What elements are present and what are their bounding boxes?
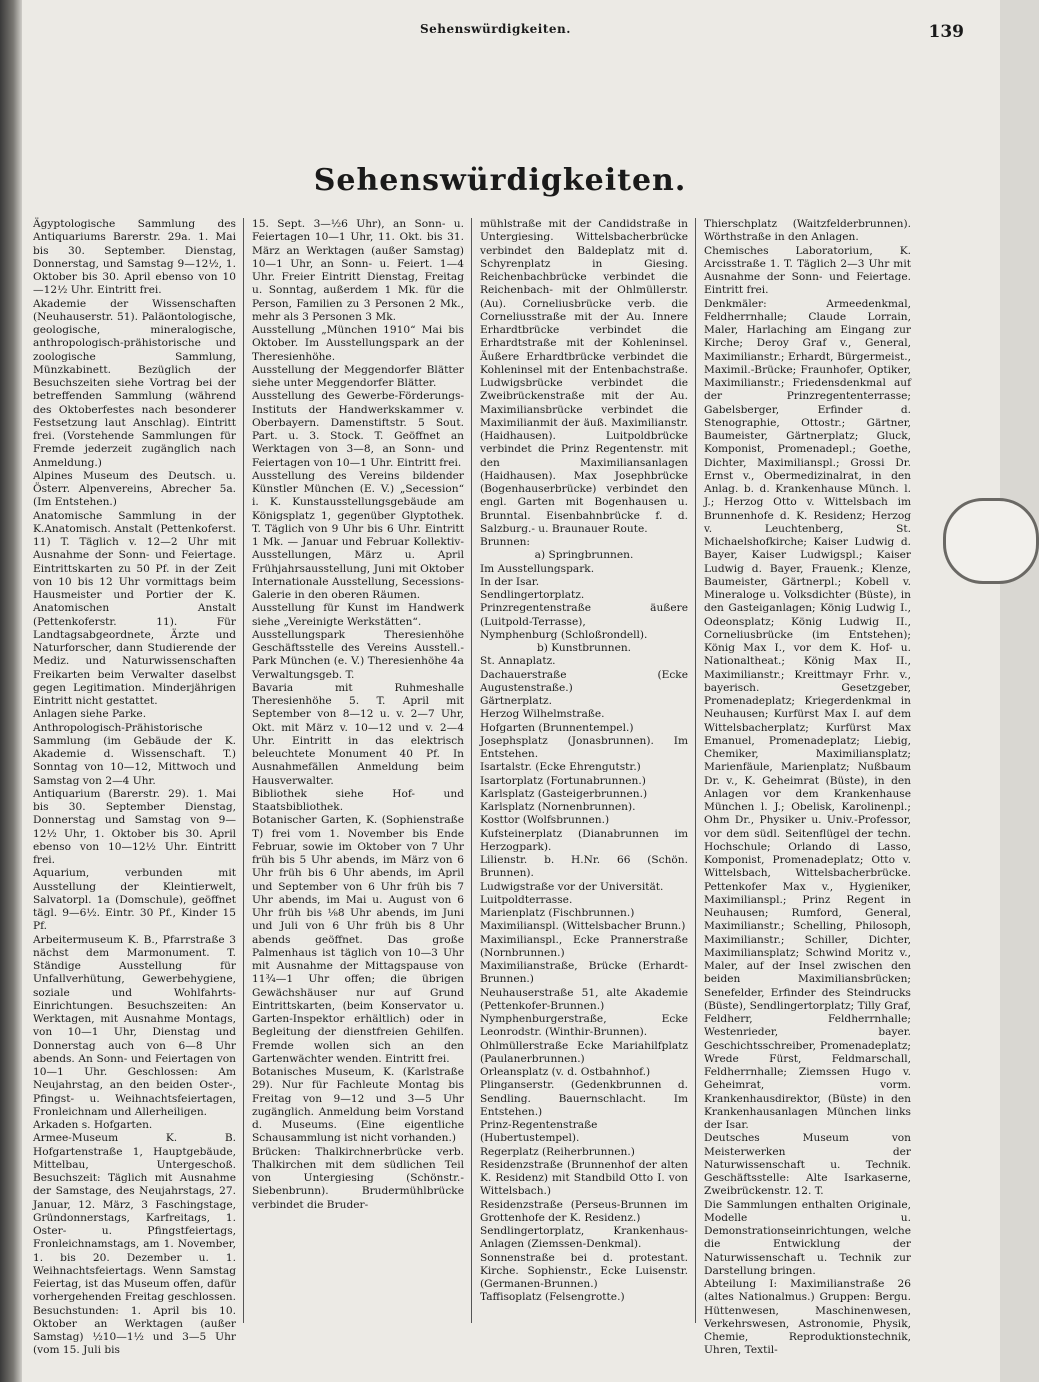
entry: Orleansplatz (v. d. Ostbahnhof.)	[480, 1066, 651, 1078]
entry: Isartorplatz (Fortunabrunnen.)	[480, 774, 646, 787]
entry: Ohlmüllerstraße Ecke Mariahilfplatz (Paulanerbrunnen.)	[480, 1039, 688, 1065]
entry: Brücken: Thalkirchnerbrücke verb. Thalkirchen mit dem südlichen Teil von Untergiesing (Schönstr.-Siebenbrunn). Brudermühlbrücke verbindet die Bruder-	[252, 1145, 464, 1211]
entry: Marienplatz (Fischbrunnen.)	[480, 907, 635, 919]
entry: Ausstellungspark Theresienhöhe Geschäftsstelle des Vereins Ausstell.-Park München (e. V.) Theresienhöhe 4a Verwaltungsgeb. T.	[252, 628, 464, 681]
column-separator	[695, 218, 696, 1323]
entry: St. Annaplatz.	[480, 655, 556, 668]
entry: Nymphenburgerstraße, Ecke Leonrodstr. (Winthir-Brunnen).	[480, 1013, 688, 1039]
entry: Ausstellung des Vereins bildender Künstler München (E. V.) „Secession“ i. K. Kunstausstellungsgebäude am Königsplatz 1, gegenüber Glyptothek. T. Täglich von 9 Uhr bis 6 Uhr. Eintritt 1 Mk. — Januar und Februar Kollektiv-Ausstellungen, März u. April Frühjahrsausstellung, Juni mit Oktober Internationale Ausstellung, Secessions-Galerie in den oberen Räumen.	[252, 469, 464, 601]
entry: b) Kunstbrunnen.	[536, 642, 632, 654]
running-head: Sehenswürdigkeiten.	[420, 22, 571, 36]
entry: Plinganserstr. (Gedenkbrunnen d. Sendling. Bauernschlacht. Im Entstehen.)	[480, 1079, 688, 1118]
entry: Prinzregentenstraße äußere (Luitpold-Terrasse),	[480, 602, 688, 628]
entry: Sendlingertorplatz.	[480, 589, 585, 601]
entry: Bavaria mit Ruhmeshalle Theresienhöhe 5. T. April mit September von 8—12 u. v. 2—7 Uhr, Okt. mit März v. 10—12 und v. 2—4 Uhr. Eintritt in das elektrisch beleuchtete Monument 40 Pf. In Ausnahmefällen Anmeldung beim Hausverwalter.	[252, 681, 464, 787]
entry: Nymphenburg (Schloßrondell).	[480, 628, 648, 641]
page-number: 139	[928, 22, 964, 42]
entry: Residenzstraße (Brunnenhof der alten K. Residenz) mit Standbild Otto I. von Wittelsbach.)	[480, 1158, 688, 1198]
entry: Chemisches Laboratorium, K. Arcisstraße 1. T. Täglich 2—3 Uhr mit Ausnahme der Sonn- und Feiertage. Eintritt frei.	[704, 244, 911, 297]
entry: Ausstellung der Meggendorfer Blätter siehe unter Meggendorfer Blätter.	[252, 363, 464, 389]
column-separator	[471, 218, 472, 1323]
entry: Kufsteinerplatz (Dianabrunnen im Herzogpark).	[480, 827, 688, 853]
entry: Brunnen:	[480, 536, 530, 548]
column-1	[33, 218, 236, 1357]
entry: Akademie der Wissenschaften (Neuhauserstr. 51). Paläontologische, geologische, mineralogische, anthropologisch-prähistorische und zoologische Sammlung, Münzkabinett. Bezüglich der Besuchszeiten siehe Vortrag bei der betreffenden Sammlung (während des Oktoberfestes nach besonderer Festsetzung laut Anschlag). Eintritt frei. (Vorstehende Sammlungen für Fremde jederzeit zugänglich nach Anmeldung.)	[33, 297, 236, 469]
entry: Ludwigstraße vor der Universität.	[480, 880, 664, 893]
entry: Ausstellung „München 1910“ Mai bis Oktober. Im Ausstellungspark an der Theresienhöhe.	[252, 324, 464, 363]
entry: Arbeitermuseum K. B., Pfarrstraße 3 nächst dem Marmonument. T. Ständige Ausstellung für Unfallverhütung, Gewerbehygiene, soziale und Wohlfahrts-Einrichtungen. Besuchszeiten: An Werktagen, mit Ausnahme Montags, von 10—1 Uhr, Dienstag und Donnerstag auch von 6—8 Uhr abends. An Sonn- und Feiertagen von 10—1 Uhr. Geschlossen: Am Neujahrstag, an den beiden Oster-, Pfingst- u. Weihnachtsfeiertagen, Fronleichnam und Allerheiligen.	[33, 933, 236, 1118]
page-title: Sehenswürdigkeiten.	[313, 163, 687, 198]
entry: Aquarium, verbunden mit Ausstellung der Kleintierwelt, Salvatorpl. 1a (Domschule), geöffnet tägl. 9—6½. Eintr. 30 Pf., Kinder 15 Pf.	[33, 867, 236, 933]
entry: Prinz-Regentenstraße (Hubertustempel).	[480, 1119, 598, 1145]
entry: Dachauerstraße (Ecke Augustenstraße.)	[480, 668, 688, 694]
entry: Taffisoplatz (Felsengrotte.)	[480, 1291, 625, 1304]
entry: Denkmäler: Armeedenkmal, Feldherrnhalle; Claude Lorrain, Maler, Harlaching am Eingang zur Kirche; Deroy Graf v., General, Maximilianstr.; Erhardt, Bürgermeist., Maximil.-Brücke; Fraunhofer, Optiker, Maximilianstr.; Friedensdenkmal auf der Prinzregententerrasse; Gabelsberger, Erfinder d. Stenographie, Ottostr.; Gärtner, Baumeister, Gärtnerplatz; Gluck, Komponist, Promenadepl.; Goethe, Dichter, Maximilianspl.; Grossi Dr. Ernst v., Obermedizinalrat, in den Anlag. b. d. Krankenhause Münch. l. J.; Herzog Otto v. Wittelsbach im Brunnenhofe d. K. Residenz; Herzog v. Leuchtenberg, St. Michaelshofkirche; Kaiser Ludwig d. Bayer, Kaiser Ludwigspl.; Kaiser Ludwig d. Bayer, Frauenk.; Klenze, Baumeister, Gärtnerpl.; Kobell v. Mineraloge u. Volksdichter (Büste), in den Gasteiganlagen; König Ludwig I., Odeonsplatz; König Ludwig II., Corneliusbrücke (im Entstehen); König Max I., vor dem K. Hof- u. Nationaltheat.; König Max II., Maximilianstr.; Kreittmayr Frhr. v., bayerisch. Gesetzgeber, Promenadeplatz; Kriegerdenkmal in Neuhausen; Kurfürst Max I. auf dem Wittelsbacherplatz; Kurfürst Max Emanuel, Promenadeplatz; Liebig, Chemiker, Maximiliansplatz; Marienfäule, Marienplatz; Nußbaum Dr. v., K. Geheimrat (Büste), in den Anlagen vor dem Krankenhause München l. J.; Obelisk, Karolinenpl.; Ohm Dr., Physiker u. Univ.-Professor, vor dem südl. Seitenflügel der techn. Hochschule; Orlando di Lasso, Komponist, Promenadeplatz; Otto v. Wittelsbach, Wittelsbacherbrücke. Pettenkofer Max v., Hygieniker, Maximilianspl.; Prinz Regent in Neuhausen; Rumford, General, Maximilianstr.; Schelling, Philosoph, Maximilianstr.; Schiller, Dichter, Maximiliansplatz; Schwind Moritz v., Maler, auf der Insel zwischen den beiden Maximiliansbrücken; Senefelder, Erfinder des Steindrucks (Büste), Sendlingertorplatz; Tilly Graf, Feldherr, Feldherrnhalle; Westenrieder, bayer. Geschichtsschreiber, Promenadeplatz; Wrede Fürst, Feldmarschall, Feldherrnhalle; Ziemssen Hugo v. Geheimrat, vorm. Krankenhausdirektor, (Büste) in den Krankenhausanlagen München links der Isar.	[704, 297, 911, 1131]
entry: Deutsches Museum von Meisterwerken der Naturwissenschaft u. Technik. Geschäftsstelle: Alte Isarkaserne, Zweibrückenstr. 12. T.	[704, 1132, 911, 1198]
entry: Arkaden s. Hofgarten.	[33, 1119, 153, 1131]
entry: Ausstellung für Kunst im Handwerk siehe „Vereinigte Werkstätten“.	[252, 602, 464, 628]
entry: mühlstraße mit der Candidstraße in Untergiesing. Wittelsbacherbrücke verbindet den Baldeplatz mit d. Schyrenplatz in Giesing. Reichenbachbrücke verbindet die Reichenbach- mit der Ohlmüllerstr. (Au). Corneliusbrücke verb. die Corneliusstraße mit der Au. Innere Erhardtbrücke verbindet die Erhardtstraße mit der Kohleninsel. Äußere Erhardtbrücke verbindet die Kohleninsel mit der Entenbachstraße. Ludwigsbrücke verbindet die Zweibrückenstraße mit der Au. Maximiliansbrücke verbindet die Maximilianmit der äuß. Maximilianstr. (Haidhausen). Luitpoldbrücke verbindet die Prinz Regentenstr. mit den Maximiliansanlagen (Haidhausen). Max Josephbrücke (Bogenhauserbrücke) verbindet den engl. Garten mit Bogenhausen u. Brunntal. Eisenbahnbrücke f. d. Salzburg.- u. Braunauer Route.	[480, 218, 688, 535]
entry: Residenzstraße (Perseus-Brunnen im Grottenhofe der K. Residenz.)	[480, 1198, 688, 1224]
entry: Anatomische Sammlung in der K.Anatomisch. Anstalt (Pettenkoferst. 11) T. Täglich v. 12—2 Uhr mit Ausnahme der Sonn- und Feiertage. Eintrittskarten zu 50 Pf. in der Zeit von 10 bis 12 Uhr vormittags beim Hausmeister und Portier der K. Anatomischen Anstalt (Pettenkoferstr. 11). Für Landtagsabgeordnete, Ärzte und Naturforscher, dann Studierende der Mediz. und Naturwissenschaften Freikarten beim Verwalter daselbst gegen Legitimation. Minderjährigen Eintritt nicht gestattet.	[33, 509, 236, 707]
entry: Anlagen siehe Parke.	[33, 708, 147, 721]
entry: Kosttor (Wolfsbrunnen.)	[480, 814, 610, 827]
entry: Thierschplatz (Waitzfelderbrunnen). Wörthstraße in den Anlagen.	[704, 218, 911, 244]
entry: Anthropologisch-Prähistorische Sammlung (im Gebäude der K. Akademie d. Wissenschaft. T.) Sonntag von 10—12, Mittwoch und Samstag von 2—4 Uhr.	[33, 721, 236, 787]
entry: Karlsplatz (Gasteigerbrunnen.)	[480, 787, 648, 800]
entry: Isartalstr. (Ecke Ehrengutstr.)	[480, 761, 641, 774]
book-binding	[0, 0, 22, 1382]
entry: Im Ausstellungspark.	[480, 562, 595, 575]
entry: Hofgarten (Brunnentempel.)	[480, 721, 634, 734]
entry: Ägyptologische Sammlung des Antiquariums Barerstr. 29a. 1. Mai bis 30. September. Dienstag, Donnerstag, und Samstag 9—12½, 1. Oktober bis 30. April ebenso von 10—12½ Uhr. Eintritt frei.	[33, 218, 236, 297]
entry: Sonnenstraße bei d. protestant. Kirche. Sophienstr., Ecke Luisenstr. (Germanen-Brunnen.)	[480, 1251, 688, 1290]
entry: Josephsplatz (Jonasbrunnen). Im Entstehen.	[480, 734, 688, 760]
entry: Gärtnerplatz.	[480, 695, 552, 707]
entry: Bibliothek siehe Hof- und Staatsbibliothek.	[252, 787, 464, 813]
entry: In der Isar.	[480, 575, 540, 588]
page-tab-marker	[943, 498, 1039, 584]
entry: Maximilianspl., Ecke Prannerstraße (Nornbrunnen.)	[480, 933, 688, 959]
entry: Maximilianstraße, Brücke (Erhardt-Brunnen.)	[480, 960, 688, 986]
column-4	[704, 218, 911, 1357]
entry: Abteilung I: Maximilianstraße 26 (altes Nationalmus.) Gruppen: Bergu. Hüttenwesen, Maschinenwesen, Verkehrswesen, Astronomie, Physik, Chemie, Reproduktionstechnik, Uhren, Textil-	[704, 1278, 911, 1357]
column-3	[480, 218, 688, 1328]
entry: Antiquarium (Barerstr. 29). 1. Mai bis 30. September Dienstag, Donnerstag und Samstag von 9—12½ Uhr, 1. Oktober bis 30. April ebenso von 10—12½ Uhr. Eintritt frei.	[33, 787, 236, 866]
column-2	[252, 218, 464, 1328]
entry: Die Sammlungen enthalten Originale, Modelle u. Demonstrationseinrichtungen, welche die Entwicklung der Naturwissenschaft u. Technik zur Darstellung bringen.	[704, 1198, 911, 1277]
column-separator	[243, 218, 244, 1323]
entry: Karlsplatz (Nornenbrunnen).	[480, 801, 636, 813]
entry: Botanischer Garten, K. (Sophienstraße T) frei vom 1. November bis Ende Februar, sowie im Oktober von 7 Uhr früh bis 5 Uhr abends, im März von 6 Uhr früh bis 6 Uhr abends, im April und September von 6 Uhr früh bis 7 Uhr abends, im Mai u. August von 6 Uhr früh bis ⅛8 Uhr abends, im Juni und Juli von 6 Uhr früh bis 8 Uhr abends geöffnet. Das große Palmenhaus ist täglich von 10—3 Uhr mit Ausnahme der Mittagspause von 11¾—1 Uhr offen; die übrigen Gewächshäuser nur auf Grund Eintrittskarten, (beim Konservator u. Garten-Inspektor erhältlich) oder in Begleitung der dienstfreien Gehilfen. Fremde wollen sich an den Gartenwächter wenden. Eintritt frei.	[252, 814, 464, 1065]
entry: Armee-Museum K. B. Hofgartenstraße 1, Hauptgebäude, Mittelbau, Untergeschoß. Besuchszeit: Täglich mit Ausnahme der Samstage, des Neujahrstags, 27. Januar, 12. März, 3 Faschingstage, Gründonnerstags, Karfreitags, 1. Oster- u. Pfingstfeiertags, Fronleichnamstags, am 1. November, 1. bis 20. Dezember u. 1. Weihnachtsfeiertags. Wenn Samstag Feiertag, ist das Museum offen, dafür vorhergehenden Freitag geschlossen. Besuchstunden: 1. April bis 10. Oktober an Werktagen (außer Samstag) ½10—1½ und 3—5 Uhr (vom 15. Juli bis	[33, 1132, 236, 1357]
entry: Botanisches Museum, K. (Karlstraße 29). Nur für Fachleute Montag bis Freitag von 9—12 und 3—5 Uhr zugänglich. Anmeldung beim Vorstand d. Museums. (Eine eigentliche Schausammlung ist nicht vorhanden.)	[252, 1066, 464, 1145]
entry: Alpines Museum des Deutsch. u. Österr. Alpenvereins, Abrecher 5a. (Im Entstehen.)	[33, 469, 236, 509]
entry: Neuhauserstraße 51, alte Akademie (Pettenkofer-Brunnen.)	[480, 986, 688, 1012]
entry: Ausstellung des Gewerbe-Förderungs-Instituts der Handwerkskammer v. Oberbayern. Damenstiftstr. 5 Sout. Part. u. 3. Stock. T. Geöffnet an Werktagen von 3—8, an Sonn- und Feiertagen von 10—1 Uhr. Eintritt frei.	[252, 390, 464, 469]
entry: 15. Sept. 3—½6 Uhr), an Sonn- u. Feiertagen 10—1 Uhr, 11. Okt. bis 31. März an Werktagen (außer Samstag) 10—1 Uhr, an Sonn- u. Feiert. 1—4 Uhr. Freier Eintritt Dienstag, Freitag u. Sonntag, außerdem 1 Mk. für die Person, Familien zu 3 Personen 2 Mk., mehr als 3 Personen 3 Mk.	[252, 218, 464, 323]
entry: Luitpoldterrasse.	[480, 893, 573, 906]
entry: Sendlingertorplatz, Krankenhaus-Anlagen (Ziemssen-Denkmal).	[480, 1225, 688, 1251]
entry: Lilienstr. b. H.Nr. 66 (Schön. Brunnen).	[480, 854, 688, 880]
entry: Maximilianspl. (Wittelsbacher Brunn.)	[480, 920, 686, 933]
entry: a) Springbrunnen.	[534, 549, 634, 562]
entry: Regerplatz (Reiherbrunnen.)	[480, 1145, 635, 1158]
entry: Herzog Wilhelmstraße.	[480, 708, 605, 721]
